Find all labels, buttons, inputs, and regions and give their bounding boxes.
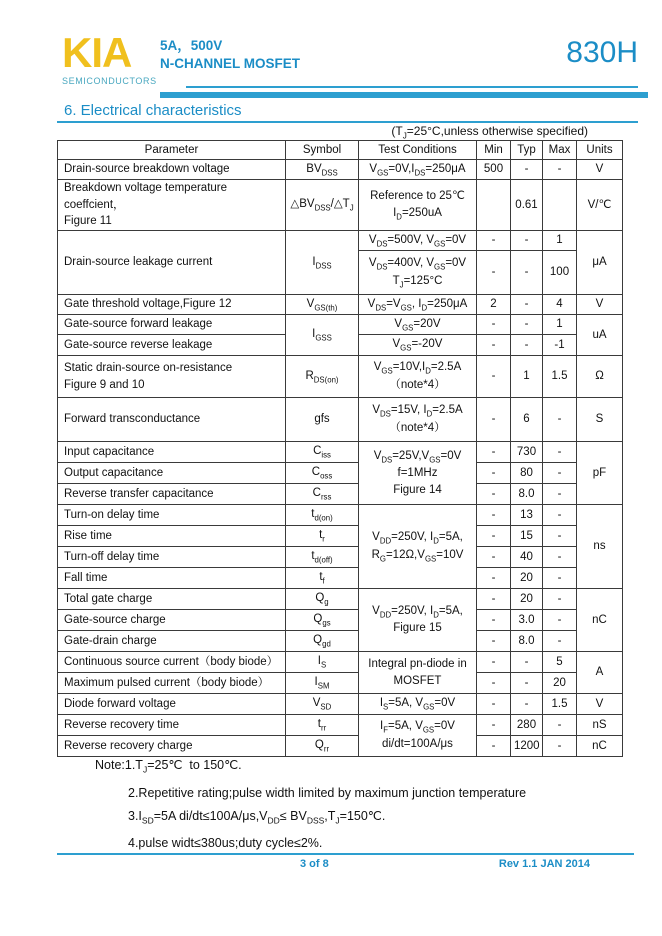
table-cell: 280 (511, 715, 543, 736)
table-row (58, 589, 623, 610)
table-cell: 40 (511, 547, 543, 568)
notes-block (95, 754, 526, 855)
table-cell: - (543, 398, 577, 442)
table-cell: $V_{DD}=250V$, $I_D=5A$, Figure 15 (359, 589, 477, 652)
table-cell: 0.61 (511, 180, 543, 231)
table-cell: - (511, 251, 543, 295)
table-cell: - (477, 231, 511, 251)
table-cell: - (477, 547, 511, 568)
table-cell: Gate-source reverse leakage (58, 335, 286, 356)
table-cell: Rise time (58, 526, 286, 547)
table-cell: A (577, 652, 623, 694)
table-cell: Gate-drain charge (58, 631, 286, 652)
footer-rule (57, 853, 634, 855)
table-cell: Ω (577, 356, 623, 398)
electrical-characteristics-table (57, 140, 623, 757)
table-cell: $V_{GS}=10V,I_D=2.5A$ （note*4） (359, 356, 477, 398)
table-cell: - (511, 315, 543, 335)
table-cell: - (543, 589, 577, 610)
table-cell: Reverse recovery time (58, 715, 286, 736)
table-cell: μA (577, 231, 623, 295)
table-cell: $V_{DS}=500V$, $V_{GS}=0V$ (359, 231, 477, 251)
table-cell: - (543, 715, 577, 736)
table-cell: $Q_g$ (286, 589, 359, 610)
table-cell: - (511, 160, 543, 180)
table-cell: - (543, 484, 577, 505)
table-cell: - (511, 295, 543, 315)
column-header: Min (477, 141, 511, 160)
table-cell: - (477, 652, 511, 673)
table-body (58, 160, 623, 757)
table-cell: Input capacitance (58, 442, 286, 463)
table-cell: - (477, 589, 511, 610)
table-cell: - (511, 652, 543, 673)
table-cell: Diode forward voltage (58, 694, 286, 715)
part-number: 830H (566, 36, 638, 69)
table-cell: - (477, 315, 511, 335)
table-cell: 4 (543, 295, 577, 315)
revision-label: Rev 1.1 JAN 2014 (498, 858, 590, 870)
table-cell: uA (577, 315, 623, 356)
table-row (58, 610, 623, 631)
table-cell: Turn-on delay time (58, 505, 286, 526)
table-cell: - (543, 547, 577, 568)
table-cell: $V_{DS}=400V$, $V_{GS}=0V$ $T_J=125^\circ C$ (359, 251, 477, 295)
table-cell (543, 180, 577, 231)
table-cell: -1 (543, 335, 577, 356)
column-header: Typ (511, 141, 543, 160)
table-cell: $V_{DS}=V_{GS}$, $I_D=250\mu A$ (359, 295, 477, 315)
table-cell: Gate-source charge (58, 610, 286, 631)
table-cell: Reference to 25℃ $I_D=250uA$ (359, 180, 477, 231)
table-cell: $C_{rss}$ (286, 484, 359, 505)
table-cell: Total gate charge (58, 589, 286, 610)
table-cell: $V_{GS}=20V$ (359, 315, 477, 335)
table-cell: $BV_{DSS}$ (286, 160, 359, 180)
table-cell: $I_{GSS}$ (286, 315, 359, 356)
column-header: Units (577, 141, 623, 160)
table-cell: - (543, 442, 577, 463)
table-cell: S (577, 398, 623, 442)
table-cell: - (477, 715, 511, 736)
table-cell: - (477, 610, 511, 631)
table-cell: 13 (511, 505, 543, 526)
table-row (58, 295, 623, 315)
table-cell: $V_{DS}=25V,V_{GS}=0V$ f=1MHz Figure 14 (359, 442, 477, 505)
table-cell: nS (577, 715, 623, 736)
table-cell: $V_{SD}$ (286, 694, 359, 715)
table-cell: - (477, 398, 511, 442)
header-rule-thick (160, 92, 648, 98)
table-cell: 8.0 (511, 484, 543, 505)
rating-line-1: 5A，500V (160, 38, 223, 53)
table-row (58, 356, 623, 398)
table-cell: - (543, 631, 577, 652)
table-cell: - (477, 335, 511, 356)
table-cell: Turn-off delay time (58, 547, 286, 568)
table-cell: 500 (477, 160, 511, 180)
table-cell: - (543, 526, 577, 547)
table-cell: - (543, 610, 577, 631)
table-row (58, 398, 623, 442)
table-cell: - (477, 736, 511, 757)
table-cell: 80 (511, 463, 543, 484)
table-cell: Output capacitance (58, 463, 286, 484)
table-cell: 5 (543, 652, 577, 673)
table-cell: $I_S$ (286, 652, 359, 673)
table-cell: 1 (511, 356, 543, 398)
table-cell: Reverse transfer capacitance (58, 484, 286, 505)
page-number: 3 of 8 (300, 858, 329, 870)
table-cell: Gate-source forward leakage (58, 315, 286, 335)
table-cell: V/℃ (577, 180, 623, 231)
table-cell: - (477, 356, 511, 398)
table-cell: 730 (511, 442, 543, 463)
note-line: $Note:1.T_J=25℃$ to 150℃. (95, 758, 242, 775)
table-cell: Integral pn-diode in MOSFET (359, 652, 477, 694)
table-cell: Maximum pulsed current（body biode） (58, 673, 286, 694)
table-cell: 1 (543, 315, 577, 335)
table-row (58, 315, 623, 335)
table-row (58, 463, 623, 484)
table-cell: 1 (543, 231, 577, 251)
table-cell: Static drain-source on-resistance Figure 9 and 10 (58, 356, 286, 398)
table-cell: - (543, 505, 577, 526)
table-cell: $t_{rr}$ (286, 715, 359, 736)
table-cell: 20 (511, 568, 543, 589)
table-cell: - (477, 673, 511, 694)
table-cell: - (511, 335, 543, 356)
table-cell: - (477, 484, 511, 505)
table-cell: $Q_{gd}$ (286, 631, 359, 652)
table-cell: $V_{GS}=-20V$ (359, 335, 477, 356)
table-cell: $Q_{gs}$ (286, 610, 359, 631)
table-cell: $R_{DS(on)}$ (286, 356, 359, 398)
table-cell: 2 (477, 295, 511, 315)
table-cell: nC (577, 736, 623, 757)
note-line: 4.pulse widt≤380us;duty cycle≤2%. (128, 836, 323, 850)
table-cell: $\triangle BV_{DSS}/\triangle T_J$ (286, 180, 359, 231)
table-row (58, 673, 623, 694)
table-cell: - (477, 526, 511, 547)
table-row (58, 547, 623, 568)
table-row (58, 160, 623, 180)
table-cell: $t_{d(on)}$ (286, 505, 359, 526)
table-cell: nC (577, 589, 623, 652)
table-row (58, 505, 623, 526)
table-cell: 20 (543, 673, 577, 694)
table-cell: 6 (511, 398, 543, 442)
table-cell: $I_S=5A$, $V_{GS}=0V$ (359, 694, 477, 715)
table-cell: $t_f$ (286, 568, 359, 589)
device-rating (160, 37, 300, 73)
table-cell: - (477, 505, 511, 526)
table-cell: $V_{DD}=250V$, $I_D=5A$, $R_G=12\Omega,V_{GS}=10V$ (359, 505, 477, 589)
table-cell: 1200 (511, 736, 543, 757)
table-cell: $C_{iss}$ (286, 442, 359, 463)
table-cell: - (543, 463, 577, 484)
table-cell: 8.0 (511, 631, 543, 652)
table-row (58, 715, 623, 736)
table-cell: 1.5 (543, 694, 577, 715)
table-cell: - (477, 694, 511, 715)
table-row (58, 231, 623, 251)
logo-text: KIA (62, 29, 132, 76)
table-cell: $t_{d(off)}$ (286, 547, 359, 568)
table-cell: - (543, 568, 577, 589)
table-cell: Continuous source current（body biode） (58, 652, 286, 673)
table-row (58, 442, 623, 463)
section-title-underline (57, 121, 638, 123)
table-cell: V (577, 694, 623, 715)
table-cell: $I_{DSS}$ (286, 231, 359, 295)
table-row (58, 180, 623, 231)
table-cell: ns (577, 505, 623, 589)
brand-logo (62, 29, 157, 86)
table-row (58, 526, 623, 547)
table-cell: 20 (511, 589, 543, 610)
table-cell: 3.0 (511, 610, 543, 631)
rating-line-2: N-CHANNEL MOSFET (160, 56, 300, 72)
table-cell: - (511, 231, 543, 251)
column-header: Test Conditions (359, 141, 477, 160)
table-cell: V (577, 295, 623, 315)
table-cell: Drain-source breakdown voltage (58, 160, 286, 180)
table-cell: - (511, 694, 543, 715)
table-cell: 1.5 (543, 356, 577, 398)
table-cell: - (477, 251, 511, 295)
table-cell: Gate threshold voltage,Figure 12 (58, 295, 286, 315)
table-row (58, 631, 623, 652)
logo-subtext: SEMICONDUCTORS (62, 75, 157, 86)
table-row (58, 568, 623, 589)
section-title: 6. Electrical characteristics (64, 102, 242, 119)
table-cell: $V_{DS}=15V$, $I_D=2.5A$ （note*4） (359, 398, 477, 442)
table-cell: V (577, 160, 623, 180)
header-rule-thin (186, 86, 638, 88)
table-cell: 15 (511, 526, 543, 547)
table-row (58, 694, 623, 715)
table-cell: Drain-source leakage current (58, 231, 286, 295)
table-cell: $I_{SM}$ (286, 673, 359, 694)
table-cell: $t_r$ (286, 526, 359, 547)
table-cell: - (543, 736, 577, 757)
table-row (58, 484, 623, 505)
table-cell: Forward transconductance (58, 398, 286, 442)
table-cell: $C_{oss}$ (286, 463, 359, 484)
column-header: Symbol (286, 141, 359, 160)
table-cell: Breakdown voltage temperature coeffcient， Figure 11 (58, 180, 286, 231)
table-cell: - (477, 442, 511, 463)
table-cell: Reverse recovery charge (58, 736, 286, 757)
table-cell: - (477, 463, 511, 484)
table-cell: - (543, 160, 577, 180)
table-cell: $V_{GS}=0V,I_{DS}=250\mu A$ (359, 160, 477, 180)
note-line: $3.I_{SD}=5A$ $di/dt\le 100A/\mu s,V_{DD}\le$ $BV_{DSS},T_J=150℃$. (128, 808, 386, 825)
table-row (58, 652, 623, 673)
table-cell: $Q_{rr}$ (286, 736, 359, 757)
table-cell: - (477, 568, 511, 589)
table-cell: - (477, 631, 511, 652)
note-line: 2.Repetitive rating;pulse width limited by maximum junction temperature (128, 785, 527, 800)
column-header: Parameter (58, 141, 286, 160)
column-header: Max (543, 141, 577, 160)
table-cell: - (511, 673, 543, 694)
table-cell: $V_{GS(th)}$ (286, 295, 359, 315)
table-cell: Fall time (58, 568, 286, 589)
table-header-row (58, 141, 623, 160)
table-cell: $I_F=5A$, $V_{GS}=0V$ di/dt=100A/μs (359, 715, 477, 757)
table-cell: gfs (286, 398, 359, 442)
table-cell: pF (577, 442, 623, 505)
table-cell: 100 (543, 251, 577, 295)
test-condition-note: ($T_J=25^\circ C,unless$ otherwise specified) (391, 124, 588, 141)
table-cell (477, 180, 511, 231)
